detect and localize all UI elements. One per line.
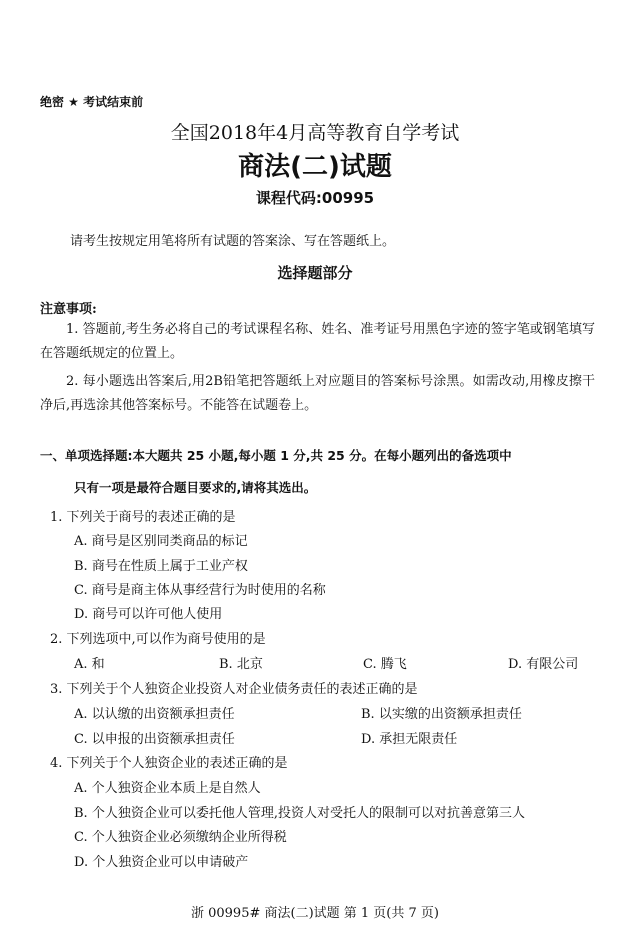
- question-option: C. 以申报的出资额承担责任: [74, 732, 235, 747]
- part-heading-continued: 只有一项是最符合题目要求的,请将其选出。: [74, 480, 317, 495]
- question-option: B. 以实缴的出资额承担责任: [361, 707, 522, 722]
- notice-item: 1. 答题前,考生务必将自己的考试课程名称、姓名、准考证号用黑色字迹的签字笔或钢笔填写在答题纸规定的位置上。: [40, 322, 595, 361]
- question-stem: 3. 下列关于个人独资企业投资人对企业债务责任的表述正确的是: [50, 682, 418, 697]
- question-option: D. 个人独资企业可以申请破产: [74, 855, 249, 870]
- part-heading: 一、单项选择题:本大题共 25 小题,每小题 1 分,共 25 分。在每小题列出的备选项中: [40, 448, 512, 463]
- question-option: A. 以认缴的出资额承担责任: [74, 707, 235, 722]
- section-title: 选择题部分: [277, 264, 353, 282]
- question-option: D. 有限公司: [508, 657, 579, 672]
- notice-item: 2. 每小题选出答案后,用2B铅笔把答题纸上对应题目的答案标号涂黑。如需改动,用橡皮擦干净后,再选涂其他答案标号。不能答在试题卷上。: [40, 374, 595, 413]
- confidentiality-label: 绝密 ★ 考试结束前: [40, 95, 144, 109]
- question-stem: 1. 下列关于商号的表述正确的是: [50, 510, 236, 525]
- question-option: D. 商号可以许可他人使用: [74, 607, 223, 622]
- question-option: A. 个人独资企业本质上是自然人: [74, 781, 261, 796]
- question-option: B. 商号在性质上属于工业产权: [74, 559, 248, 574]
- question-stem: 2. 下列选项中,可以作为商号使用的是: [50, 632, 266, 647]
- exam-title: 全国2018年4月高等教育自学考试: [170, 122, 460, 144]
- general-instruction: 请考生按规定用笔将所有试题的答案涂、写在答题纸上。: [70, 234, 396, 249]
- question-option: A. 商号是区别同类商品的标记: [74, 534, 248, 549]
- course-code: 课程代码:00995: [255, 189, 375, 207]
- page-footer: 浙 00995# 商法(二)试题 第 1 页(共 7 页): [190, 906, 439, 921]
- paper-title: 商法(二)试题: [238, 152, 392, 182]
- question-option: A. 和: [74, 657, 105, 672]
- question-option: B. 个人独资企业可以委托他人管理,投资人对受托人的限制可以对抗善意第三人: [74, 806, 525, 821]
- notice-heading: 注意事项:: [40, 302, 97, 317]
- question-option: C. 个人独资企业必须缴纳企业所得税: [74, 830, 287, 845]
- question-option: C. 商号是商主体从事经营行为时使用的名称: [74, 583, 326, 598]
- question-option: D. 承担无限责任: [361, 732, 458, 747]
- question-option: B. 北京: [219, 657, 263, 672]
- question-option: C. 腾飞: [363, 657, 407, 672]
- question-stem: 4. 下列关于个人独资企业的表述正确的是: [50, 756, 288, 771]
